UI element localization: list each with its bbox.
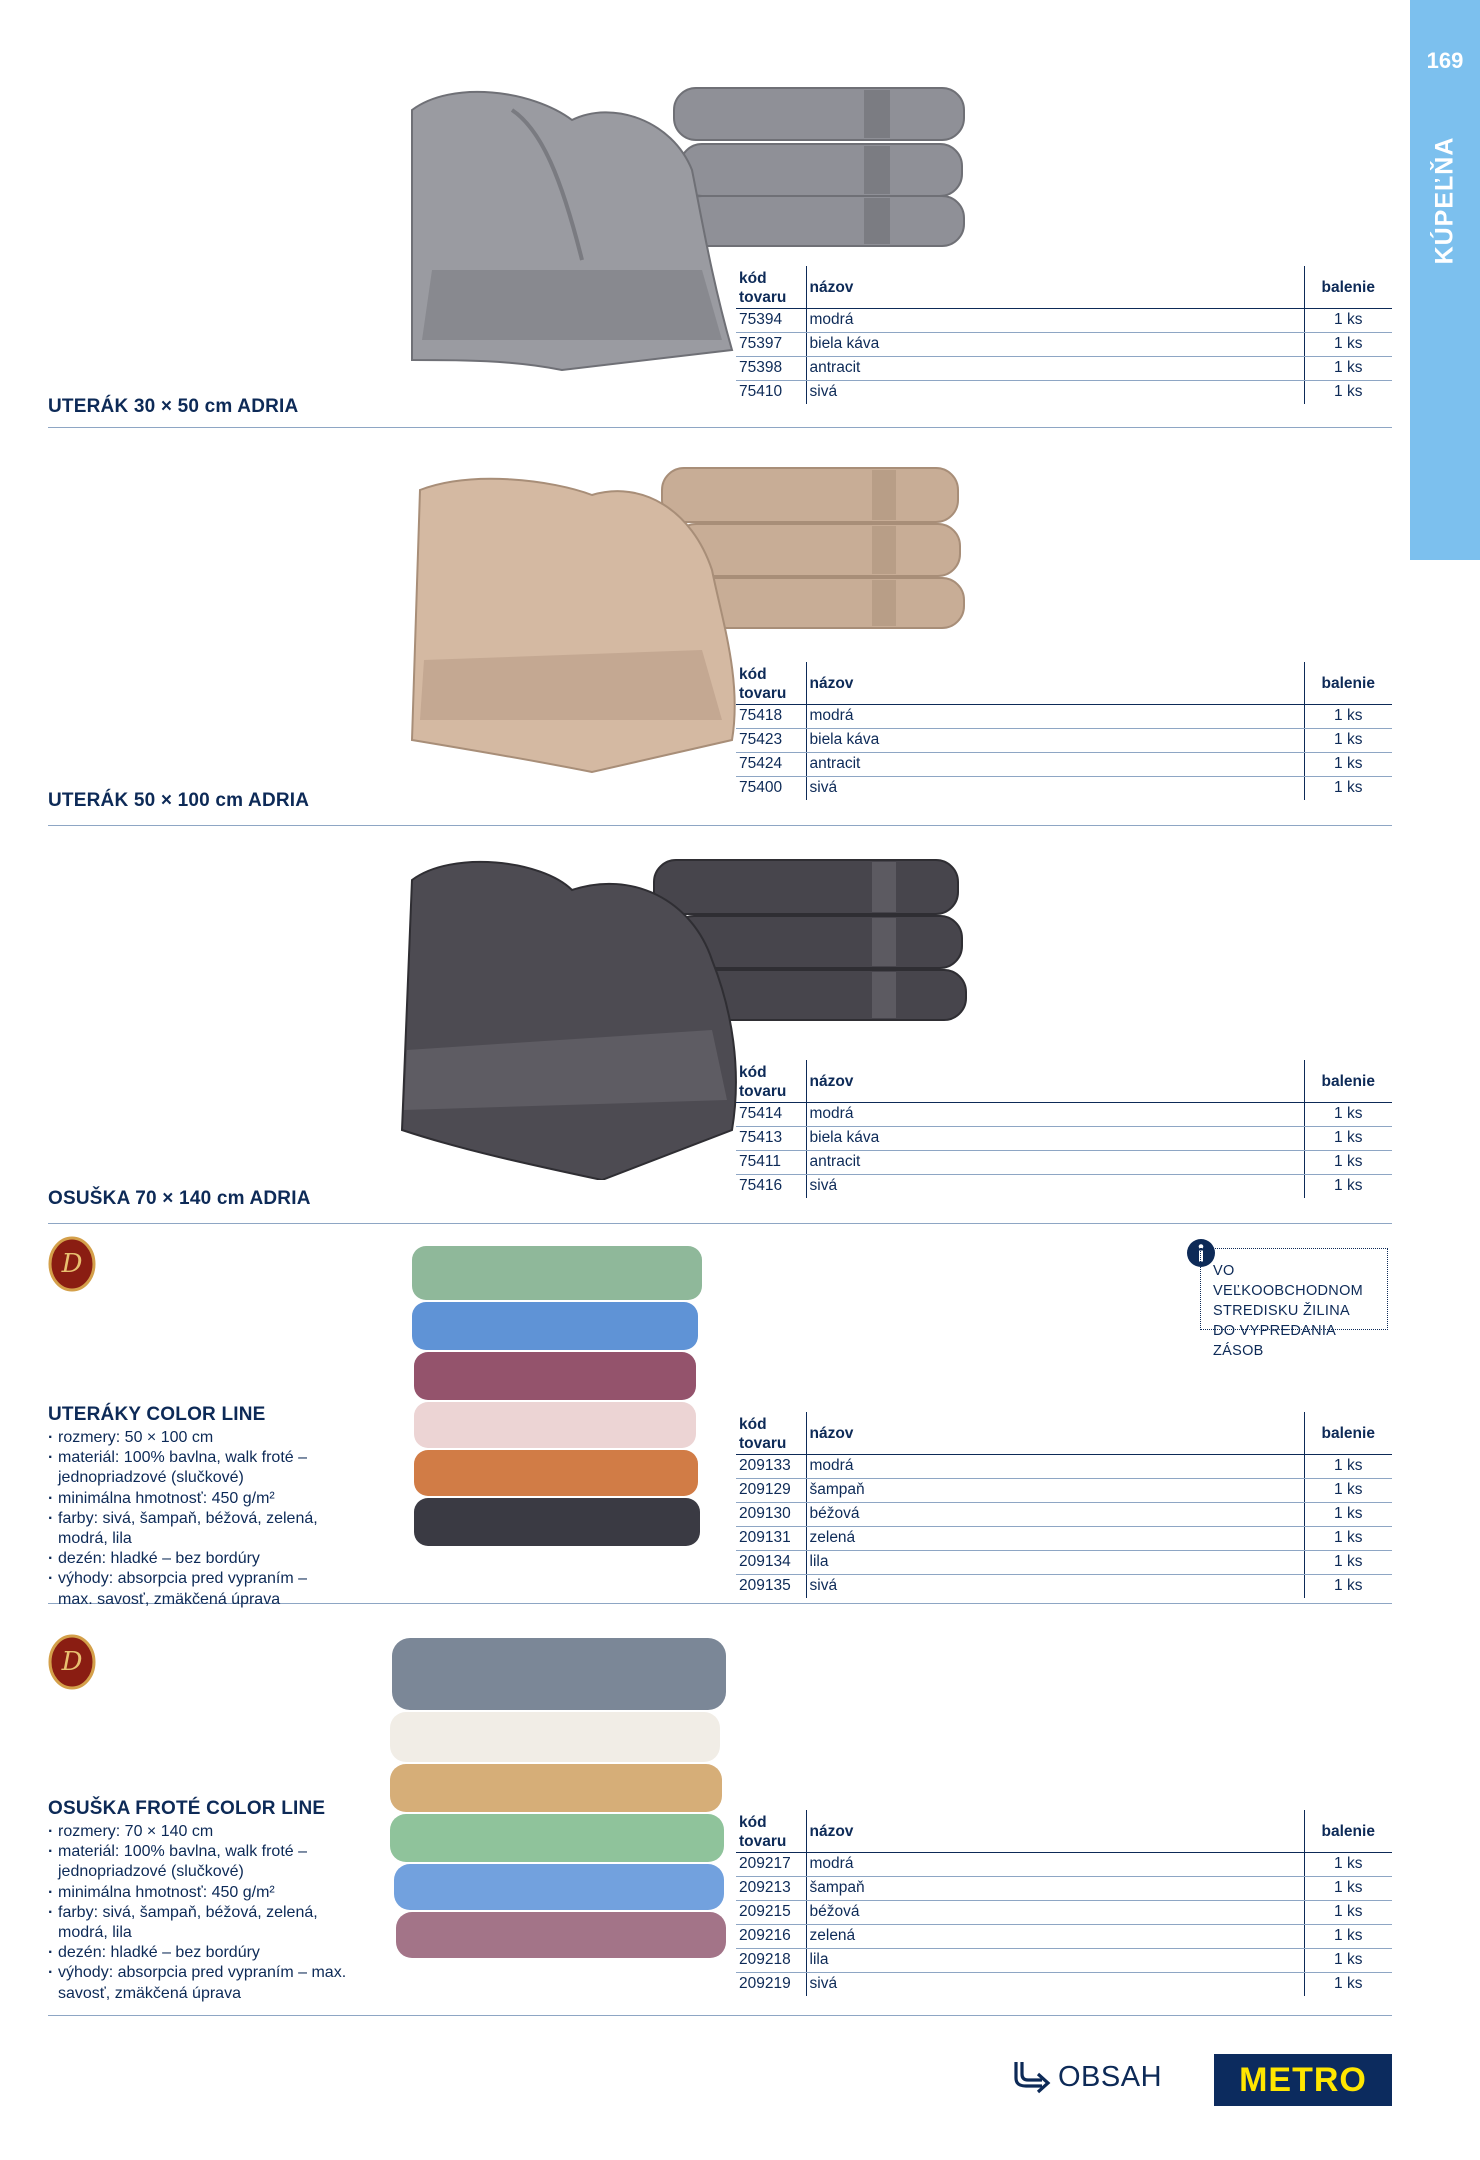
header-name: názov <box>806 1810 1304 1852</box>
table-row: 75410 sivá 1 ks <box>736 380 1392 404</box>
spec-item: · dezén: hladké – bez bordúry <box>48 1943 358 1963</box>
product-block <box>48 1634 1392 2016</box>
spec-item: · farby: sivá, šampaň, béžová, zelená, modrá, lila <box>48 1509 318 1549</box>
product-block <box>48 850 1392 1224</box>
header-name: názov <box>806 1412 1304 1454</box>
section-tab <box>1410 0 1480 560</box>
spec-item: · výhody: absorpcia pred vypraním – max. savosť, zmäkčená úprava <box>48 1569 318 1609</box>
product-table <box>736 1412 1392 1598</box>
header-code: kód tovaru <box>736 1412 806 1454</box>
notice-line: STREDISKU ŽILINA <box>1213 1303 1350 1319</box>
table-row: 209131 zelená 1 ks <box>736 1526 1392 1550</box>
product-table <box>736 662 1392 800</box>
table-row: 209135 sivá 1 ks <box>736 1574 1392 1598</box>
header-name: názov <box>806 662 1304 704</box>
product-block <box>48 60 1392 428</box>
table-row: 209218 lila 1 ks <box>736 1948 1392 1972</box>
notice-line: DO VYPREDANIA ZÁSOB <box>1213 1323 1336 1359</box>
table-row: 209215 béžová 1 ks <box>736 1900 1392 1924</box>
header-code: kód tovaru <box>736 1810 806 1852</box>
product-block <box>48 450 1392 826</box>
arrow-icon <box>1012 2058 1052 2096</box>
product-title: UTERÁK 50 × 100 cm ADRIA <box>48 790 310 811</box>
page-number: 169 <box>1426 48 1464 73</box>
table-row: 209134 lila 1 ks <box>736 1550 1392 1574</box>
table-row: 75394 modrá 1 ks <box>736 308 1392 332</box>
table-row: 209217 modrá 1 ks <box>736 1852 1392 1876</box>
product-table <box>736 1810 1392 1996</box>
table-row: 75416 sivá 1 ks <box>736 1174 1392 1198</box>
table-row: 75418 modrá 1 ks <box>736 704 1392 728</box>
product-block <box>48 1236 1392 1608</box>
header-code: kód tovaru <box>736 266 806 308</box>
header-pack: balenie <box>1304 1810 1392 1852</box>
header-pack: balenie <box>1304 662 1392 704</box>
product-table <box>736 266 1392 404</box>
product-title: UTERÁK 30 × 50 cm ADRIA <box>48 396 299 417</box>
table-row: 209219 sivá 1 ks <box>736 1972 1392 1996</box>
header-code: kód tovaru <box>736 662 806 704</box>
spec-item: · materiál: 100% bavlna, walk froté – jednopriadzové (slučkové) <box>48 1842 308 1882</box>
product-title: UTERÁKY COLOR LINE <box>48 1404 266 1425</box>
product-table <box>736 1060 1392 1198</box>
store-notice <box>1200 1248 1388 1359</box>
svg-text:D: D <box>61 1647 83 1677</box>
svg-text:D: D <box>61 1249 83 1279</box>
table-row: 75423 biela káva 1 ks <box>736 728 1392 752</box>
contents-link[interactable] <box>1012 2058 1162 2096</box>
header-pack: balenie <box>1304 1412 1392 1454</box>
product-title: OSUŠKA 70 × 140 cm ADRIA <box>48 1188 311 1209</box>
spec-item: · farby: sivá, šampaň, béžová, zelená, modrá, lila <box>48 1903 318 1943</box>
table-row: 75414 modrá 1 ks <box>736 1102 1392 1126</box>
brand-logo-icon <box>48 1236 98 1296</box>
spec-item: · dezén: hladké – bez bordúry <box>48 1549 318 1569</box>
table-row: 209130 béžová 1 ks <box>736 1502 1392 1526</box>
table-row: 75400 sivá 1 ks <box>736 776 1392 800</box>
header-code: kód tovaru <box>736 1060 806 1102</box>
table-row: 75398 antracit 1 ks <box>736 356 1392 380</box>
header-name: názov <box>806 266 1304 308</box>
table-row: 75411 antracit 1 ks <box>736 1150 1392 1174</box>
spec-item: · výhody: absorpcia pred vypraním – max. savosť, zmäkčená úprava <box>48 1963 358 2003</box>
table-row: 75413 biela káva 1 ks <box>736 1126 1392 1150</box>
table-row: 209216 zelená 1 ks <box>736 1924 1392 1948</box>
spec-item: · minimálna hmotnosť: 450 g/m² <box>48 1489 318 1509</box>
spec-item: · minimálna hmotnosť: 450 g/m² <box>48 1883 358 1903</box>
section-label: KÚPEĽŇA <box>1430 136 1459 264</box>
header-pack: balenie <box>1304 266 1392 308</box>
spec-item: · rozmery: 70 × 140 cm <box>48 1822 358 1842</box>
spec-item: · materiál: 100% bavlna, walk froté – jednopriadzové (slučkové) <box>48 1448 308 1488</box>
header-name: názov <box>806 1060 1304 1102</box>
product-specs <box>48 1822 358 2004</box>
product-photo <box>386 1634 732 1964</box>
table-row: 209133 modrá 1 ks <box>736 1454 1392 1478</box>
notice-line: VO VEĽKOOBCHODNOM <box>1213 1263 1364 1299</box>
table-row: 209129 šampaň 1 ks <box>736 1478 1392 1502</box>
table-row: 75397 biela káva 1 ks <box>736 332 1392 356</box>
header-pack: balenie <box>1304 1060 1392 1102</box>
spec-item: · rozmery: 50 × 100 cm <box>48 1428 318 1448</box>
product-specs <box>48 1428 318 1610</box>
product-title: OSUŠKA FROTÉ COLOR LINE <box>48 1798 326 1819</box>
table-row: 75424 antracit 1 ks <box>736 752 1392 776</box>
metro-logo: METRO <box>1214 2054 1392 2106</box>
brand-logo-icon <box>48 1634 98 1694</box>
table-row: 209213 šampaň 1 ks <box>736 1876 1392 1900</box>
contents-label: OBSAH <box>1058 2060 1163 2093</box>
product-photo <box>408 1242 708 1552</box>
